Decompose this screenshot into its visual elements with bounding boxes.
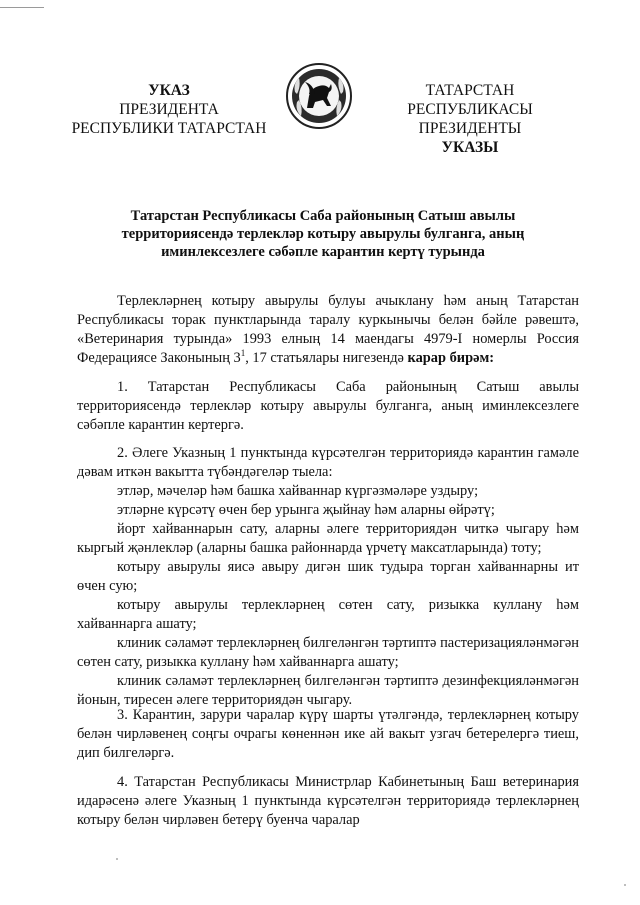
preamble-text: Терлекләрнең котыру авырулы булуы ачыклану һәм аның Татарстан Республикасы торак пунктларында таралу куркынычы белән бәйле рәвештә, «Ветеринария турында» 1993 елның 14 маендагы 4979-I номерлы Россия Федерациясе Законының 3 [77,293,579,366]
title-line-3: иминлексезлеге сәбәпле карантин кертү турында [161,244,485,260]
header-right-line-2: ПРЕЗИДЕНТЫ [418,120,522,137]
item-1-paragraph [77,378,579,435]
item-2-block [77,444,579,710]
item-2-bullet-7: клиник сәламәт терлекләрнең билгеләнгән тәртиптә дезинфекцияләнмәгән йонын, тиресен әлеге территориядән чыгару. [77,673,579,708]
item-3-text: 3. Карантин, зарури чаралар күрү шарты үтәлгәндә, терлекләрнең котыру белән чирләвенең соңгы очрагы көненнән ике ай вакыт узгач бетерелергә тиеш, дип билгеләргә. [77,707,579,761]
item-2-bullet-5: котыру авырулы терлекләрнең сөтен сату, ризыкка куллану һәм хайваннарга ашату; [77,597,579,632]
item-2-intro: 2. Әлеге Указның 1 пунктында күрсәтелгән территориядә карантин гамәле дәвам иткән вакытта түбәндәгеләр тыела: [77,445,579,480]
item-1-text: 1. Татарстан Республикасы Саба районының Сатыш авылы территориясендә терлекләр котыру авырулы булганга, аның иминлексезлеге сәбәпле карантин кертергә. [77,379,579,433]
preamble-paragraph [77,292,579,368]
item-4-text: 4. Татарстан Республикасы Министрлар Кабинетының Баш ветеринария идарәсенә әлеге Указның 1 пунктында күрсәтелгән территориядә терлекләрнең котыру белән чирләвен бетерү буенча чаралар [77,774,579,828]
item-4-paragraph [77,773,579,830]
scan-speck [624,884,626,886]
item-3-paragraph [77,706,579,763]
header-right-line-3: УКАЗЫ [441,139,499,156]
tatarstan-coat-of-arms-icon [285,62,353,130]
scan-speck [116,858,118,860]
header-right-tatar [362,81,578,157]
preamble-text-after: , 17 статьялары нигезендә [245,350,408,366]
item-2-bullet-1: этләр, мәчеләр һәм башка хайваннар күргәзмәләре уздыру; [117,483,479,499]
item-2-bullet-2: этләрне күрсәтү өчен бер урынга җыйнау һәм аларны өйрәтү; [117,502,495,518]
header-left-line-2: ПРЕЗИДЕНТА [119,101,219,118]
header-left-russian [60,81,278,138]
item-2-bullet-4: котыру авырулы яисә авыру дигән шик тудыра торган хайваннарны ит өчен сую; [77,559,579,594]
decree-title [100,207,546,261]
item-2-bullet-6: клиник сәламәт терлекләрнең билгеләнгән тәртиптә пастеризацияләнмәгән сөтен сату, ризыкка куллану һәм хайваннарга ашату; [77,635,579,670]
item-2-bullet-3: йорт хайваннарын сату, аларны әлеге территориядән читкә чыгару һәм кыргый җәнлекләр (аларны башка районнарда үрчетү максатларында) тоту; [77,521,579,556]
header-right-line-1: ТАТАРСТАН РЕСПУБЛИКАСЫ [407,82,533,118]
preamble-resolution: карар бирәм: [407,350,495,366]
title-line-1: Татарстан Республикасы Саба районының Сатыш авылы [130,208,516,224]
preamble-superscript: 1 [240,348,246,359]
title-line-2: территориясендә терлекләр котыру авырулы булганга, аның [121,226,525,242]
header-left-line-1: УКАЗ [148,82,190,99]
header-left-line-3: РЕСПУБЛИКИ ТАТАРСТАН [71,120,267,137]
scan-corner-line [0,7,44,8]
